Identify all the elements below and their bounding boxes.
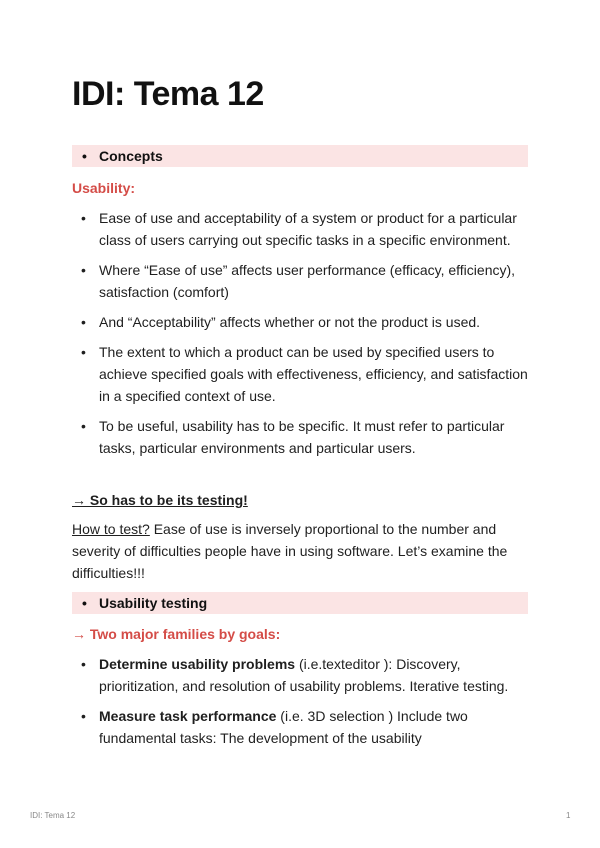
- page-title: IDI: Tema 12: [72, 75, 264, 113]
- footer-doc-title: IDI: Tema 12: [30, 811, 76, 820]
- bullet-dot: •: [81, 656, 86, 672]
- bullet-dot: •: [82, 148, 87, 164]
- list-item: • Measure task performance (i.e. 3D selection ) Include two fundamental tasks: The development of the usability: [72, 705, 528, 749]
- callout-concepts: [72, 145, 528, 167]
- how-to-test-text: Ease of use is inversely proportional to the number and severity of difficulties people have in using software. Let’s examine the difficulties!!!: [72, 521, 508, 581]
- list-item: • Determine usability problems (i.e.texteditor ): Discovery, prioritization, and resolution of usability problems. Iterative testing.: [72, 653, 528, 697]
- bullet-dot: •: [81, 210, 86, 226]
- bullet-dot: •: [82, 595, 87, 611]
- how-to-test-paragraph: [72, 518, 528, 584]
- list-item: • And “Acceptability” affects whether or not the product is used.: [72, 311, 528, 333]
- list-item: • The extent to which a product can be used by specified users to achieve specified goals with effectiveness, efficiency, and satisfaction in a specified context of use.: [72, 341, 528, 407]
- list-item: • To be useful, usability has to be specific. It must refer to particular tasks, particular environments and particular users.: [72, 415, 528, 459]
- bullet-dot: •: [81, 262, 86, 278]
- how-to-test-label: How to test?: [72, 521, 150, 537]
- bullet-dot: •: [81, 344, 86, 360]
- bullet-dot: •: [81, 708, 86, 724]
- list-item: • Ease of use and acceptability of a system or product for a particular class of users carrying out specific tasks in a specific environment.: [72, 207, 528, 251]
- footer-page-number: 1: [566, 811, 571, 820]
- callout-concepts-text: Concepts: [99, 148, 163, 164]
- families-list: [72, 653, 528, 757]
- bullet-dot: •: [81, 314, 86, 330]
- usability-heading: Usability:: [72, 180, 136, 196]
- testing-note: → So has to be its testing!: [72, 492, 248, 508]
- usability-list: [72, 207, 528, 467]
- list-item: • Where “Ease of use” affects user performance (efficacy, efficiency), satisfaction (comfort): [72, 259, 528, 303]
- bullet-dot: •: [81, 418, 86, 434]
- families-heading: → Two major families by goals:: [72, 626, 281, 642]
- callout-usability-testing: [72, 592, 528, 614]
- callout-usability-testing-text: Usability testing: [99, 595, 208, 611]
